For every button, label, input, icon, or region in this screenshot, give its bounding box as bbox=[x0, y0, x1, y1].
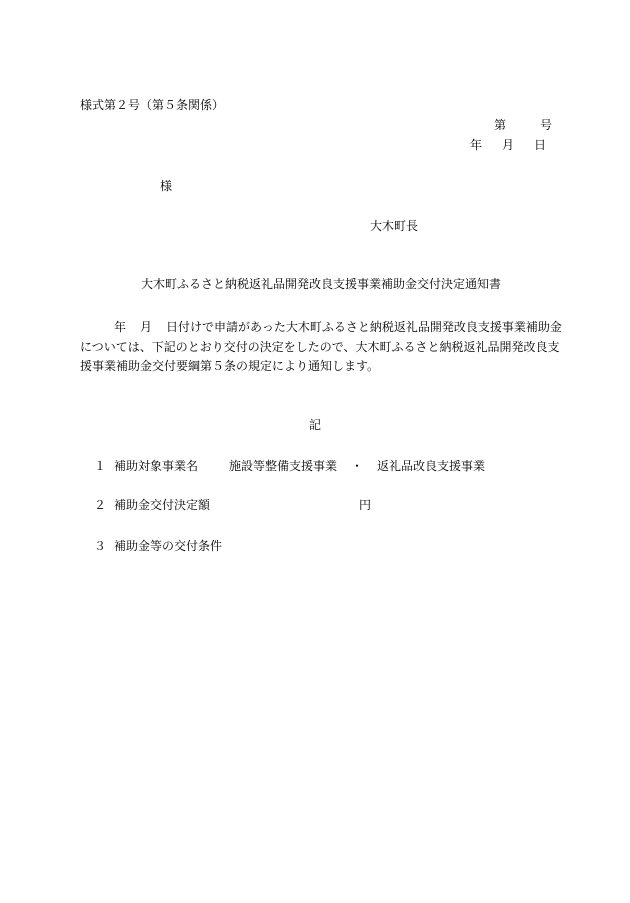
date-day: 日 bbox=[534, 138, 547, 152]
addressee-honorific: 様 bbox=[160, 179, 173, 193]
number-suffix: 号 bbox=[540, 118, 553, 132]
item-separator: ・ bbox=[351, 459, 364, 473]
number-prefix: 第 bbox=[494, 118, 507, 132]
item-label: 補助対象事業名 bbox=[114, 459, 199, 473]
body-paragraph bbox=[80, 318, 562, 377]
item-number: ３ bbox=[94, 539, 107, 553]
item-option-b: 返礼品改良支援事業 bbox=[377, 459, 486, 473]
form-number: 様式第２号（第５条関係） bbox=[80, 98, 225, 112]
document-title: 大木町ふるさと納税返礼品開発改良支援事業補助金交付決定通知書 bbox=[141, 277, 502, 291]
list-item bbox=[94, 539, 222, 553]
list-item bbox=[94, 498, 371, 512]
document-date-line bbox=[470, 138, 546, 152]
item-label: 補助金交付決定額 bbox=[114, 498, 211, 512]
date-year: 年 bbox=[470, 138, 483, 152]
item-number: ２ bbox=[94, 498, 107, 512]
sender-name: 大木町長 bbox=[370, 219, 419, 233]
body-month: 月 bbox=[140, 320, 153, 334]
document-number-line bbox=[494, 118, 552, 132]
item-label: 補助金等の交付条件 bbox=[114, 539, 223, 553]
ki-heading: 記 bbox=[309, 418, 322, 432]
date-month: 月 bbox=[502, 138, 515, 152]
item-option-a: 施設等整備支援事業 bbox=[229, 459, 338, 473]
item-unit: 円 bbox=[359, 498, 372, 512]
body-year: 年 bbox=[114, 320, 127, 334]
item-number: １ bbox=[94, 459, 107, 473]
list-item bbox=[94, 459, 485, 473]
body-text: 日付けで申請があった大木町ふるさと納税返礼品開発改良支援事業補助金については、下記のとおり交付の決定をしたので、大木町ふるさと納税返礼品開発改良支援事業補助金交付要綱第５条の規定により通知します。 bbox=[80, 320, 562, 373]
